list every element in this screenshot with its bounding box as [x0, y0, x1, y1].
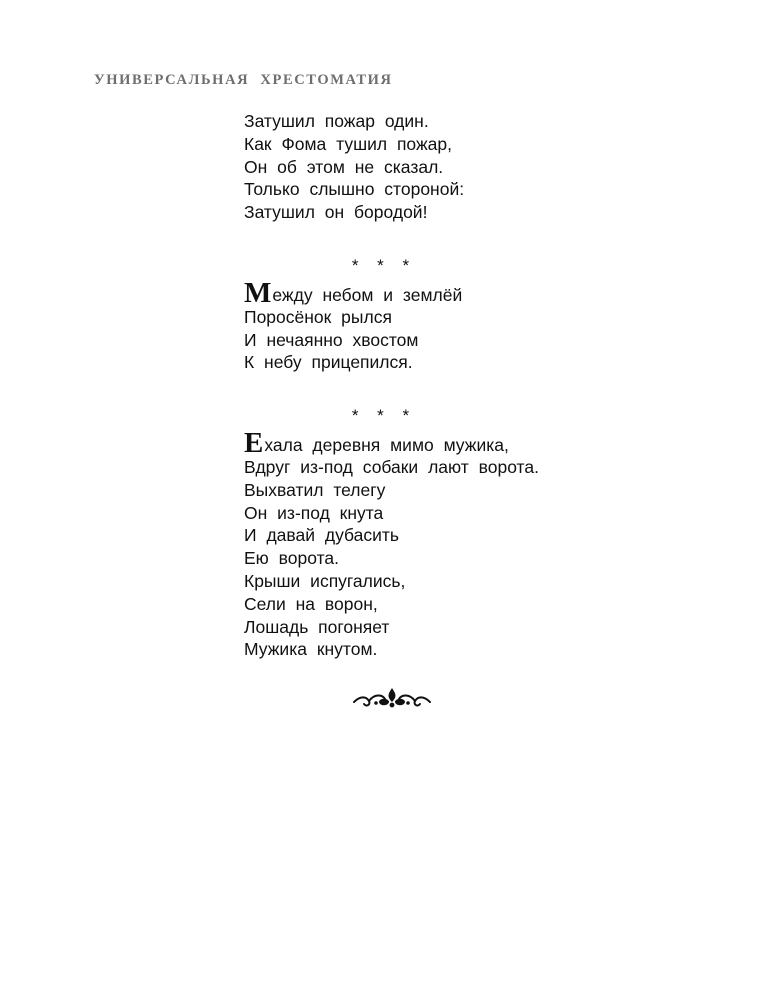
- verse-line-first: [244, 427, 664, 460]
- verse-line: Сели на ворон,: [244, 593, 378, 614]
- stanza-2: [244, 276, 664, 374]
- verse-line: И давай дубасить: [244, 525, 400, 546]
- section-separator: * * *: [351, 255, 417, 275]
- stanza-1: [244, 110, 664, 224]
- drop-cap: М: [244, 276, 272, 309]
- verse-line: Как Фома тушил пожар,: [244, 133, 453, 154]
- verse-line-rest: хала деревня мимо мужика,: [264, 435, 509, 456]
- verse-line: Ею ворота.: [244, 548, 339, 569]
- verse-line: Крыши испугались,: [244, 570, 406, 591]
- verse-line: Затушил он бородой!: [244, 202, 428, 223]
- verse-line: Только слышно стороной:: [244, 179, 465, 200]
- verse-line-rest: ежду небом и землёй: [272, 284, 463, 305]
- verse-line-first: [244, 276, 664, 309]
- verse-line: Выхватил телегу: [244, 479, 386, 500]
- running-header: УНИВЕРСАЛЬНАЯ ХРЕСТОМАТИЯ: [94, 72, 393, 88]
- drop-cap: Е: [244, 427, 264, 460]
- verse-line: И нечаянно хвостом: [244, 329, 419, 350]
- poem-column: [244, 110, 664, 661]
- verse-line: К небу прицепился.: [244, 352, 413, 373]
- verse-line: Затушил пожар один.: [244, 111, 429, 131]
- verse-line: Мужика кнутом.: [244, 639, 378, 660]
- verse-line: Поросёнок рылся: [244, 306, 392, 327]
- section-separator: * * *: [351, 406, 417, 426]
- verse-line: Вдруг из-под собаки лают ворота.: [244, 456, 539, 477]
- stanza-3: [244, 427, 664, 661]
- ornament-flourish-icon: [352, 686, 432, 710]
- verse-line: Он из-под кнута: [244, 502, 384, 523]
- verse-line: Лошадь погоняет: [244, 616, 390, 637]
- verse-line: Он об этом не сказал.: [244, 156, 444, 177]
